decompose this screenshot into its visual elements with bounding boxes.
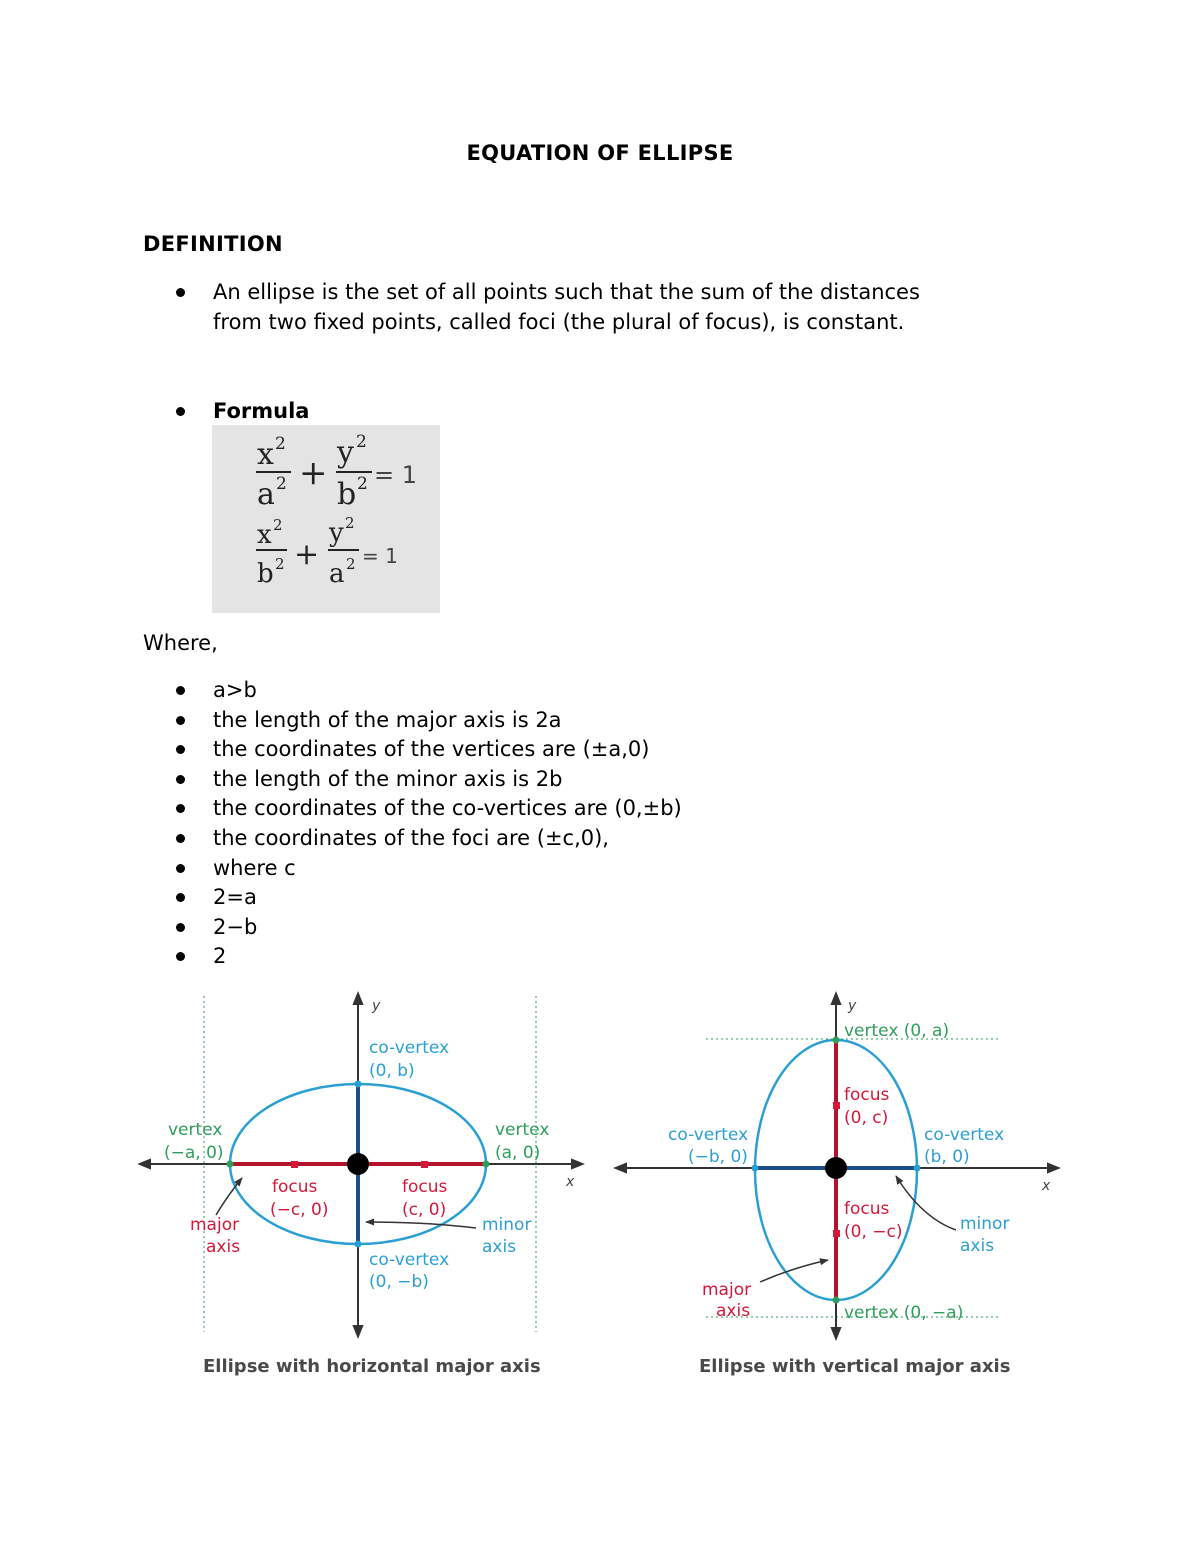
- bullet-icon: [176, 745, 185, 754]
- bullet-icon: [176, 952, 185, 961]
- vertex-right-coord: (a, 0): [495, 1143, 541, 1163]
- figure-vertical-svg: [612, 990, 1062, 1350]
- bullet-icon: [176, 923, 185, 932]
- covertex-bottom-label: co-vertex: [369, 1250, 450, 1270]
- major-axis-label-2: axis: [206, 1237, 241, 1257]
- list-item-text: the coordinates of the foci are (±c,0),: [213, 826, 609, 850]
- list-item-text: the coordinates of the co-vertices are (0,±b): [213, 796, 682, 821]
- vertex-bottom-label: vertex (0, −a): [844, 1303, 964, 1323]
- f1-b-exp: 2: [357, 474, 368, 494]
- f2-a-exp: 2: [346, 555, 356, 573]
- where-label: Where,: [143, 631, 218, 655]
- list-item-text: the length of the major axis is 2a: [213, 707, 562, 732]
- center-point: [825, 1157, 847, 1179]
- vertex-bottom-point: [833, 1297, 840, 1304]
- covertex-right-label: co-vertex: [924, 1125, 1005, 1145]
- list-item-text: 2−b: [213, 914, 258, 939]
- f1-plus: +: [299, 453, 328, 493]
- y-axis-label: y: [848, 998, 857, 1014]
- focus-right-point: [421, 1161, 428, 1168]
- covertex-top-label: co-vertex: [369, 1038, 450, 1058]
- minor-axis-arrow: [366, 1222, 476, 1228]
- x-axis-label: x: [1042, 1178, 1051, 1194]
- f1-x-exp: 2: [275, 434, 286, 454]
- minor-axis-label-1: minor: [482, 1215, 532, 1235]
- focus-bottom-coord: (0, −c): [844, 1222, 903, 1242]
- x-axis-label: x: [566, 1174, 575, 1190]
- figure-vertical-caption: Ellipse with vertical major axis: [699, 1356, 1011, 1377]
- focus-right-label: focus: [402, 1177, 448, 1197]
- covertex-top-point: [355, 1081, 362, 1088]
- covertex-bottom-point: [355, 1241, 362, 1248]
- list-item: [0, 675, 1200, 705]
- covertex-top-coord: (0, b): [369, 1061, 415, 1081]
- covertex-left-point: [752, 1165, 759, 1172]
- list-item-text: 2: [213, 944, 227, 969]
- list-item: [0, 793, 1200, 823]
- formula-image: [212, 425, 440, 613]
- bullet-icon: [176, 686, 185, 695]
- covertex-left-coord: (−b, 0): [688, 1147, 748, 1167]
- list-item: [0, 912, 1200, 942]
- focus-top-label: focus: [844, 1085, 890, 1105]
- list-item: [0, 853, 1200, 883]
- focus-bottom-label: focus: [844, 1199, 890, 1219]
- focus-bottom-point: [833, 1230, 840, 1237]
- vertex-top-point: [833, 1037, 840, 1044]
- f1-x: x: [257, 437, 274, 472]
- vertex-left-point: [227, 1161, 234, 1168]
- f2-y: y: [329, 518, 344, 548]
- bullet-icon: [176, 716, 185, 725]
- focus-top-point: [833, 1102, 840, 1109]
- f1-a-exp: 2: [276, 474, 287, 494]
- vertex-left-label: vertex: [168, 1120, 223, 1140]
- f1-rhs: = 1: [374, 461, 418, 489]
- major-axis-label-1: major: [190, 1215, 240, 1235]
- vertex-right-label: vertex: [495, 1120, 550, 1140]
- covertex-right-coord: (b, 0): [924, 1147, 970, 1167]
- major-axis-label-2: axis: [716, 1301, 751, 1321]
- definition-text-line-2: from two fixed points, called foci (the plural of focus), is constant.: [213, 310, 905, 334]
- bullet-icon: [176, 288, 185, 297]
- list-item-text: where c: [213, 855, 296, 880]
- major-axis-arrow: [216, 1178, 242, 1215]
- minor-axis-label-2: axis: [960, 1236, 995, 1256]
- list-item: [0, 823, 1200, 853]
- focus-right-coord: (c, 0): [402, 1200, 447, 1220]
- figure-horizontal-caption: Ellipse with horizontal major axis: [203, 1356, 541, 1377]
- y-axis-label: y: [372, 998, 381, 1014]
- major-axis-label-1: major: [702, 1280, 752, 1300]
- covertex-right-point: [914, 1165, 921, 1172]
- vertex-right-point: [483, 1161, 490, 1168]
- figure-horizontal-svg: [138, 990, 588, 1350]
- formula-label: Formula: [213, 399, 310, 423]
- f2-x-exp: 2: [273, 516, 283, 534]
- definition-text: [213, 277, 920, 337]
- bullet-icon: [176, 834, 185, 843]
- bullet-icon: [176, 804, 185, 813]
- list-item-text: 2=a: [213, 885, 257, 910]
- vertex-top-label: vertex (0, a): [844, 1021, 950, 1041]
- formula-svg: [212, 425, 440, 613]
- list-item: [0, 941, 1200, 971]
- f2-b: b: [257, 559, 274, 589]
- f2-b-exp: 2: [275, 555, 285, 573]
- f1-y: y: [337, 435, 354, 470]
- focus-left-label: focus: [272, 1177, 318, 1197]
- f2-y-exp: 2: [345, 514, 355, 532]
- focus-left-coord: (−c, 0): [270, 1200, 329, 1220]
- list-item: [0, 764, 1200, 794]
- minor-axis-label-1: minor: [960, 1214, 1010, 1234]
- f2-a: a: [329, 559, 345, 589]
- bullet-icon: [176, 775, 185, 784]
- bullet-icon: [176, 864, 185, 873]
- f1-y-exp: 2: [356, 432, 367, 452]
- minor-axis-label-2: axis: [482, 1237, 517, 1257]
- vertex-left-coord: (−a, 0): [164, 1143, 224, 1163]
- page-title: EQUATION OF ELLIPSE: [466, 141, 734, 165]
- major-axis-arrow: [760, 1260, 828, 1282]
- list-item-text: the length of the minor axis is 2b: [213, 766, 563, 791]
- list-item: [0, 882, 1200, 912]
- list-item-text: a>b: [213, 678, 257, 702]
- focus-top-coord: (0, c): [844, 1108, 889, 1128]
- figure-horizontal-ellipse: [138, 990, 588, 1354]
- covertex-bottom-coord: (0, −b): [369, 1272, 429, 1292]
- list-item: [0, 705, 1200, 735]
- list-item: [0, 734, 1200, 764]
- bullet-icon: [176, 407, 185, 416]
- center-point: [347, 1153, 369, 1175]
- f1-b: b: [337, 477, 357, 512]
- definition-heading: DEFINITION: [143, 232, 283, 256]
- bullet-icon: [176, 893, 185, 902]
- list-item-text: the coordinates of the vertices are (±a,0): [213, 737, 650, 762]
- f2-plus: +: [294, 537, 320, 572]
- figure-vertical-ellipse: [612, 990, 1062, 1354]
- definition-text-line-1: An ellipse is the set of all points such that the sum of the distances: [213, 280, 920, 304]
- f2-x: x: [257, 520, 272, 550]
- minor-axis-arrow: [896, 1176, 956, 1230]
- covertex-left-label: co-vertex: [668, 1125, 749, 1145]
- f1-a: a: [257, 477, 275, 512]
- focus-left-point: [291, 1161, 298, 1168]
- f2-rhs: = 1: [362, 544, 398, 568]
